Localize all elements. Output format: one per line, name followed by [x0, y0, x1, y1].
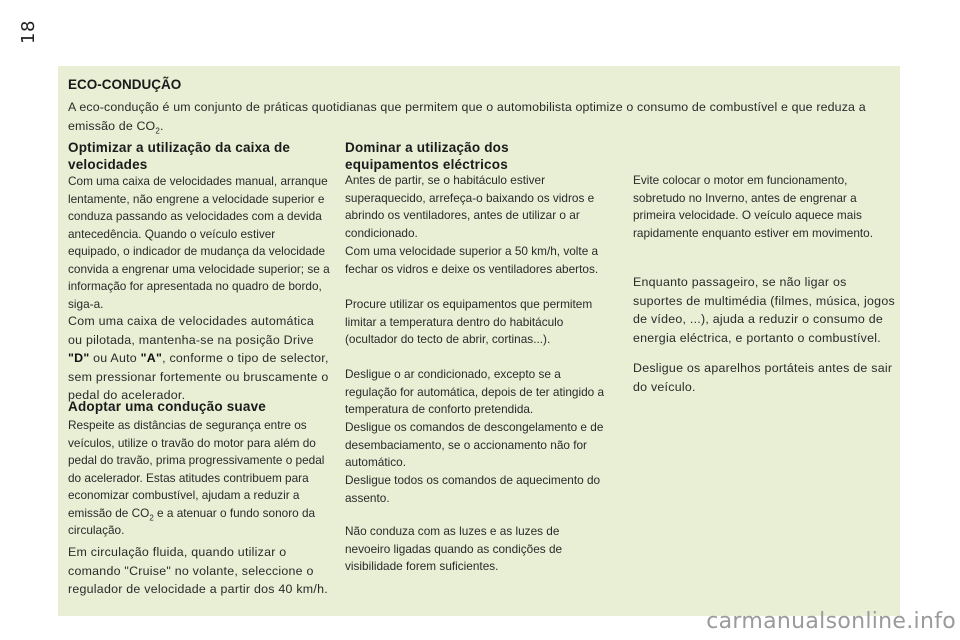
page-number: 18 — [18, 20, 39, 44]
paragraph-engine-warmup: Evite colocar o motor em funcionamento, sobretudo no Inverno, antes de engrenar a primeira velocidade. O veículo aquece mais rapidamente enquanto estiver em movimento. — [633, 173, 873, 240]
heading-gearbox: Optimizar a utilização da caixa de velocidades — [68, 140, 291, 172]
paragraph-portable-devices: Desligue os aparelhos portáteis antes de sair do veículo. — [633, 361, 893, 394]
paragraph-seat-heating: Desligue todos os comandos de aquecimento do assento. — [345, 473, 601, 505]
paragraph-cooling-before-departure: Antes de partir, se o habitáculo estiver superaquecido, arrefeça-o baixando os vidros e abrindo os ventiladores, antes de utilizar o ar condicionado. — [345, 173, 595, 240]
auto-mode-label: "A" — [140, 351, 163, 365]
co2-subscript: 2 — [155, 125, 160, 135]
paragraph-multimedia: Enquanto passageiro, se não ligar os suportes de multimédia (filmes, música, jogos de vídeo, ...), ajuda a reduzir o consumo de energia eléctrica, e portanto o combustível. — [633, 275, 895, 345]
paragraph-automatic-gearbox — [68, 312, 330, 405]
intro-text: A eco-condução é um conjunto de práticas quotidianas que permitem que o automobilista optimize o consumo de combustível e que reduza a emissão de CO — [68, 100, 866, 133]
auto-text-2: ou Auto — [89, 351, 141, 365]
paragraph-windows-speed: Com uma velocidade superior a 50 km/h, volte a fechar os vidros e deixe os ventiladores abertos. — [345, 244, 599, 276]
paragraph-manual-gearbox: Com uma caixa de velocidades manual, arranque lentamente, não engrene a velocidade superior e conduza passando as velocidades com a devida antecedência. Quando o veículo estiver equipado, o indicador de mudança da velocidade convida a engrenar uma velocidade superior; se a informação for apresentada no quadro de bordo, siga-a. — [68, 174, 330, 311]
drive-mode-label: "D" — [68, 351, 90, 365]
intro-paragraph — [68, 98, 868, 135]
heading-smooth-driving: Adoptar uma condução suave — [68, 399, 266, 414]
safe-distance-text: Respeite as distâncias de segurança entre os veículos, utilize o travão do motor para além do pedal do travão, prima progressivamente o pedal do acelerador. Estas atitudes contribuem para economizar combustível, ajudam a reduzir a emissão de CO — [68, 418, 325, 520]
safe-distance-text-end: e a atenuar o fundo sonoro da circulação. — [68, 505, 316, 537]
paragraph-defrost-controls: Desligue os comandos de descongelamento e de desembaciamento, se o accionamento não for automático. — [345, 420, 604, 469]
paragraph-temperature-equipment: Procure utilizar os equipamentos que permitem limitar a temperatura dentro do habitáculo (ocultador do tecto de abrir, cortinas...). — [345, 297, 593, 346]
paragraph-air-conditioning: Desligue o ar condicionado, excepto se a regulação for automática, depois de ter atingido a temperatura de conforto pretendida. — [345, 367, 605, 416]
paragraph-safe-distance — [68, 417, 330, 540]
co2-subscript-2: 2 — [149, 512, 154, 522]
auto-text-1: Com uma caixa de velocidades automática ou pilotada, mantenha-se na posição Drive — [68, 314, 314, 347]
heading-electrical-equipment: Dominar a utilização dos equipamentos eléctricos — [345, 140, 509, 172]
section-title: ECO-CONDUÇÃO — [68, 77, 182, 92]
intro-end: . — [159, 118, 164, 133]
watermark: carmanualsonline.info — [706, 609, 956, 634]
auto-text-3: , conforme o tipo de selector, sem pressionar fortemente ou bruscamente o pedal do acelerador. — [68, 351, 329, 402]
paragraph-lights: Não conduza com as luzes e as luzes de nevoeiro ligadas quando as condições de visibilidade forem suficientes. — [345, 524, 563, 573]
paragraph-cruise-control: Em circulação fluida, quando utilizar o comando "Cruise" no volante, seleccione o regulador de velocidade a partir dos 40 km/h. — [68, 545, 328, 596]
